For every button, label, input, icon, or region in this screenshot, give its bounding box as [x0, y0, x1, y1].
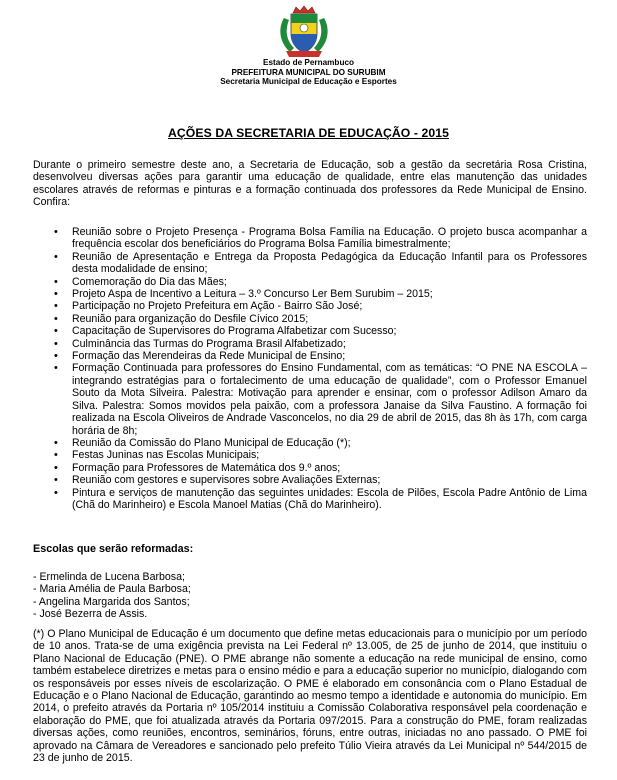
list-item: • Reunião com gestores e supervisores sobre Avaliações Externas; — [33, 474, 587, 486]
state-name: Estado de Pernambuco — [263, 58, 354, 67]
list-item: • Formação para Professores de Matemática dos 9.º anos; — [33, 462, 587, 474]
list-item: - José Bezerra de Assis. — [33, 608, 148, 621]
list-item: • Reunião sobre o Projeto Presença - Programa Bolsa Família na Educação. O projeto busca acompanhar a frequência escolar dos beneficiários do Programa Bolsa Família bimestralmente; — [33, 226, 587, 251]
document-title: AÇÕES DA SECRETARIA DE EDUCAÇÃO - 2015 — [168, 126, 449, 140]
list-item: • Formação das Merendeiras da Rede Municipal de Ensino; — [33, 350, 587, 362]
list-item: - Angelina Margarida dos Santos; — [33, 595, 190, 608]
list-item: • Reunião para organização do Desfile Cívico 2015; — [33, 313, 587, 325]
intro-paragraph: Durante o primeiro semestre deste ano, a Secretaria de Educação, sob a gestão da secretária Rosa Cristina, desenvolveu diversas ações para garantir uma educação de qualidade, entre elas manutenção das unidades escolares através de reformas e pinturas e a formação continuada dos professores da Rede Municipal de Ensino. Confira: — [33, 159, 587, 209]
list-item: - Maria Amélia de Paula Barbosa; — [33, 583, 191, 596]
list-item: • Culminância das Turmas do Programa Brasil Alfabetizado; — [33, 338, 587, 350]
list-item: • Reunião da Comissão do Plano Municipal de Educação (*); — [33, 437, 587, 449]
letterhead — [0, 58, 617, 87]
list-item: • Comemoração do Dia das Mães; — [33, 276, 587, 288]
list-item: • Projeto Aspa de Incentivo a Leitura – 3.º Concurso Ler Bem Surubim – 2015; — [33, 288, 587, 300]
actions-list — [33, 226, 593, 511]
list-item: • Capacitação de Supervisores do Programa Alfabetizar com Sucesso; — [33, 325, 587, 337]
list-item: • Festas Juninas nas Escolas Municipais; — [33, 449, 587, 461]
list-item: • Participação no Projeto Prefeitura em Ação - Bairro São José; — [33, 300, 587, 312]
list-item: • Pintura e serviços de manutenção das seguintes unidades: Escola de Pilões, Escola Padre Antônio de Lima (Chã do Marinheiro) e Escola Manoel Matias (Chã do Marinheiro). — [33, 487, 587, 512]
list-item: - Ermelinda de Lucena Barbosa; — [33, 571, 185, 583]
list-item: • Reunião de Apresentação e Entrega da Proposta Pedagógica da Educação Infantil para os Professores desta modalidade de ensino; — [33, 251, 587, 276]
municipal-coat-of-arms-icon — [276, 4, 332, 60]
footnote-paragraph: (*) O Plano Municipal de Educação é um documento que define metas educacionais para o município por um período de 10 anos. Trata-se de uma exigência prevista na Lei Federal nº 13.005, de 25 de junho de 2014, que instituiu o Plano Nacional de Educação (PNE). O PME abrange não somente a educação na rede municipal de ensino, como também estabelece diretrizes e metas para o ensino médio e para a educação superior no município, dialogando com os responsáveis por esses níveis de escolarização. O PME é elaborado em consonância com o Plano Estadual de Educação e o Plano Nacional de Educação, garantindo ao mesmo tempo a identidade e autonomia do município. Em 2014, o prefeito através da Portaria nº 105/2014 instituiu a Comissão Colaborativa responsável pela coordenação e elaboração do PME, que foi atualizada através da Portaria 097/2015. Para a construção do PME, foram realizadas diversas ações, como reuniões, encontros, seminários, fóruns, entre outras, iniciadas no ano passado. O PME foi aprovado na Câmara de Vereadores e sancionado pelo prefeito Túlio Vieira através da Lei Municipal nº 544/2015 de 23 de junho de 2015. — [33, 628, 587, 765]
list-item: • Formação Continuada para professores do Ensino Fundamental, com as temáticas: “O PNE NA ESCOLA – integrando estratégias para o fortalecimento de uma educação de qualidade”, com o Professor Emanuel Souto da Mota Silveira. Palestra: Motivação para aprender e ensinar, com o professor Adilson Amaro da Silva. Palestra: Somos movidos pela paixão, com a professora Janaise da Silva Faustino. A formação foi realizada na Escola Oliveiros de Andrade Vasconcelos, no dia 29 de abril de 2015, das 8h às 17h, com carga horária de 8h; — [33, 362, 587, 436]
department-name: Secretaria Municipal de Educação e Esportes — [220, 77, 397, 87]
city-hall-name: PREFEITURA MUNICIPAL DO SURUBIM — [231, 67, 386, 77]
schools-list — [33, 571, 191, 621]
schools-heading: Escolas que serão reformadas: — [33, 543, 194, 555]
